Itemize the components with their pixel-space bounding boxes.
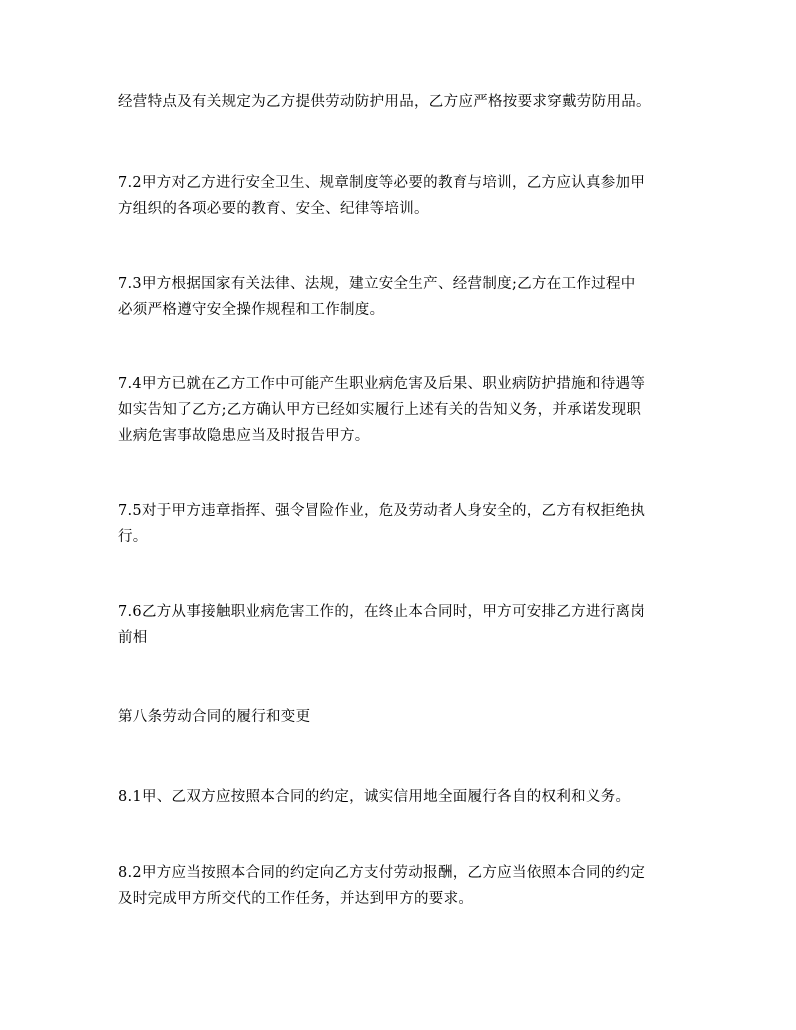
text-line: 8.1甲、乙双方应按照本合同的约定，诚实信用地全面履行各自的权利和义务。 <box>118 789 631 805</box>
paragraph-7-3 <box>118 271 688 323</box>
text-line: 7.2甲方对乙方进行安全卫生、规章制度等必要的教育与培训，乙方应认真参加甲 <box>118 175 646 191</box>
heading-line: 第八条劳动合同的履行和变更 <box>118 709 311 725</box>
text-line: 行。 <box>118 529 148 545</box>
paragraph-8-2 <box>118 860 688 912</box>
paragraph-7-1-continued <box>118 89 688 115</box>
paragraph-7-4 <box>118 371 688 449</box>
text-line: 及时完成甲方所交代的工作任务，并达到甲方的要求。 <box>118 891 474 907</box>
text-line: 必须严格遵守安全操作规程和工作制度。 <box>118 302 385 318</box>
text-line: 如实告知了乙方;乙方确认甲方已经如实履行上述有关的告知义务，并承诺发现职 <box>118 402 642 418</box>
text-line: 7.5对于甲方违章指挥、强令冒险作业，危及劳动者人身安全的，乙方有权拒绝执 <box>118 503 646 519</box>
paragraph-7-6 <box>118 599 688 651</box>
paragraph-7-2 <box>118 170 688 222</box>
text-line: 方组织的各项必要的教育、安全、纪律等培训。 <box>118 201 429 217</box>
text-line: 8.2甲方应当按照本合同的约定向乙方支付劳动报酬，乙方应当依照本合同的约定 <box>118 865 646 881</box>
paragraph-7-5 <box>118 498 688 550</box>
text-line: 7.3甲方根据国家有关法律、法规，建立安全生产、经营制度;乙方在工作过程中 <box>118 276 636 292</box>
text-line: 业病危害事故隐患应当及时报告甲方。 <box>118 428 370 444</box>
text-line: 经营特点及有关规定为乙方提供劳动防护用品，乙方应严格按要求穿戴劳防用品。 <box>118 94 651 110</box>
text-line: 前相 <box>118 630 148 646</box>
text-line: 7.4甲方已就在乙方工作中可能产生职业病危害及后果、职业病防护措施和待遇等 <box>118 376 646 392</box>
text-line: 7.6乙方从事接触职业病危害工作的，在终止本合同时，甲方可安排乙方进行离岗 <box>118 604 646 620</box>
section-heading-article-8 <box>118 704 688 730</box>
paragraph-8-1 <box>118 784 688 810</box>
